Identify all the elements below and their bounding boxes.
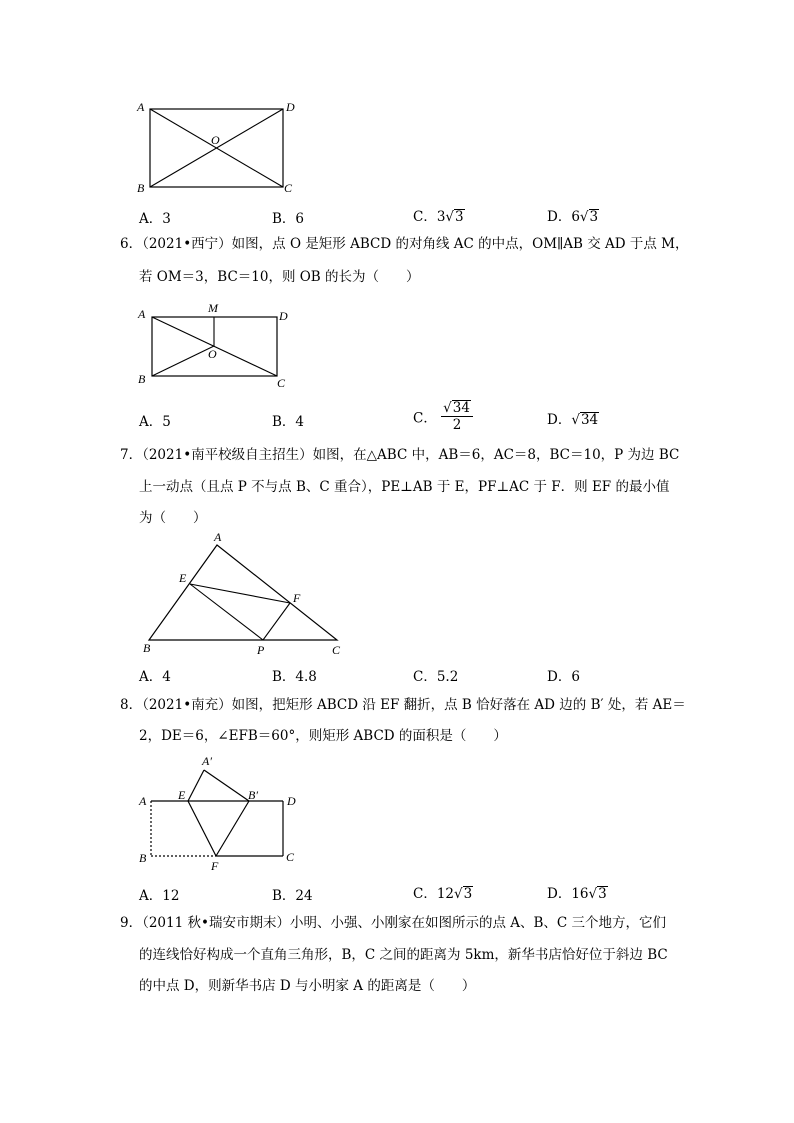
label-o: O bbox=[208, 347, 217, 361]
q7-option-c: C．5.2 bbox=[413, 669, 459, 685]
segment-ef bbox=[190, 584, 290, 603]
label-a: A bbox=[214, 530, 222, 544]
q8-option-d bbox=[547, 882, 608, 902]
label-a-prime: A′ bbox=[202, 754, 212, 768]
q5-option-d-text: D．6 bbox=[547, 209, 580, 225]
q7-line-3: 为（ ） bbox=[139, 510, 207, 526]
q6-option-a: A．5 bbox=[139, 414, 171, 430]
segment-bpf bbox=[216, 801, 249, 856]
q8-option-c bbox=[413, 882, 473, 902]
segment-pf bbox=[263, 603, 290, 640]
label-f: F bbox=[211, 859, 219, 873]
label-d: D bbox=[279, 309, 288, 323]
q8-option-b: B．24 bbox=[272, 888, 313, 904]
label-c: C bbox=[277, 376, 286, 390]
label-m: M bbox=[208, 301, 218, 315]
q7-option-d: D．6 bbox=[547, 669, 580, 685]
sqrt-sign: √ bbox=[445, 209, 455, 225]
q9-line-2: 的连线恰好构成一个直角三角形，B，C 之间的距离为 5km，新华书店恰好位于斜边 BC bbox=[139, 947, 668, 963]
label-o: O bbox=[211, 133, 220, 147]
q8-option-c-text: C．12 bbox=[413, 886, 455, 902]
label-b-prime: B′ bbox=[248, 788, 258, 802]
label-a: A bbox=[137, 100, 145, 114]
sqrt-sign: √ bbox=[579, 209, 589, 225]
sqrt-sign: √ bbox=[571, 412, 580, 428]
label-d: D bbox=[287, 794, 296, 808]
q8-line-2: 2，DE＝6，∠EFB＝60°，则矩形 ABCD 的面积是（ ） bbox=[139, 728, 507, 744]
q8-option-d-text: D．16 bbox=[547, 886, 589, 902]
q6-option-c-radicand: 34 bbox=[452, 400, 470, 416]
label-d: D bbox=[286, 100, 295, 114]
q5-option-b: B．6 bbox=[272, 211, 305, 227]
fraction-denominator: 2 bbox=[452, 417, 462, 433]
figure-rectangle-diagonals bbox=[132, 96, 302, 200]
label-c: C bbox=[284, 181, 293, 195]
label-f: F bbox=[293, 591, 301, 605]
label-b: B bbox=[143, 641, 151, 655]
q6-option-c-fraction bbox=[441, 400, 473, 433]
q8-option-c-radicand: 3 bbox=[463, 886, 473, 902]
figure-triangle-abc bbox=[132, 530, 352, 660]
label-p: P bbox=[257, 643, 265, 657]
q6-option-b: B．4 bbox=[272, 414, 305, 430]
label-b: B bbox=[138, 372, 146, 386]
label-a: A bbox=[138, 307, 146, 321]
q7-option-a: A．4 bbox=[139, 669, 171, 685]
q8-option-a: A．12 bbox=[139, 888, 180, 904]
segment-eap bbox=[188, 770, 204, 801]
q6-option-d-radicand: 34 bbox=[580, 412, 599, 428]
q6-option-d-text: D． bbox=[547, 412, 572, 428]
q6-line-1: 6．（2021•西宁）如图，点 O 是矩形 ABCD 的对角线 AC 的中点，OM∥AB 交 AD 于点 M， bbox=[120, 236, 689, 252]
q7-line-1: 7．（2021•南平校级自主招生）如图，在△ABC 中，AB＝6，AC＝8，BC＝10，P 为边 BC bbox=[120, 447, 680, 463]
label-b: B bbox=[139, 851, 147, 865]
q5-option-c-text: C．3 bbox=[413, 209, 446, 225]
q5-option-a: A．3 bbox=[139, 211, 171, 227]
q5-option-d bbox=[547, 205, 599, 225]
q5-option-c-radicand: 3 bbox=[455, 209, 464, 225]
q9-line-1: 9．（2011 秋•瑞安市期末）小明、小强、小刚家在如图所示的点 A、B、C 三个地方，它们 bbox=[120, 915, 667, 931]
q6-option-c bbox=[413, 400, 473, 433]
label-c: C bbox=[332, 643, 341, 657]
label-c: C bbox=[286, 850, 295, 864]
sqrt-sign: √ bbox=[588, 886, 598, 902]
q9-line-3: 的中点 D，则新华书店 D 与小明家 A 的距离是（ ） bbox=[139, 978, 476, 994]
figure-rectangle-midpoint bbox=[132, 300, 302, 392]
label-b: B bbox=[137, 181, 145, 195]
q5-option-c bbox=[413, 205, 465, 225]
label-e: E bbox=[179, 571, 187, 585]
q5-option-d-radicand: 3 bbox=[589, 209, 599, 225]
label-a: A bbox=[139, 794, 147, 808]
label-e: E bbox=[178, 788, 186, 802]
figure-folded-rectangle bbox=[132, 750, 312, 875]
segment-ef bbox=[188, 801, 216, 856]
segment-apbp bbox=[204, 770, 249, 801]
q8-option-d-radicand: 3 bbox=[598, 886, 607, 902]
sqrt-sign: √ bbox=[454, 886, 463, 902]
q8-line-1: 8．（2021•南充）如图，把矩形 ABCD 沿 EF 翻折，点 B 恰好落在 AD 边的 B′ 处，若 AE＝ bbox=[120, 697, 686, 713]
q6-option-d bbox=[547, 408, 599, 428]
fraction-numerator: √34 bbox=[441, 400, 473, 417]
q7-line-2: 上一动点（且点 P 不与点 B、C 重合），PE⊥AB 于 E，PF⊥AC 于 F．则 EF 的最小值 bbox=[139, 479, 670, 495]
q7-option-b: B．4.8 bbox=[272, 669, 317, 685]
segment-bo bbox=[152, 346, 214, 376]
q6-option-c-text: C． bbox=[413, 410, 437, 427]
q6-line-2: 若 OM＝3，BC＝10，则 OB 的长为（ ） bbox=[139, 269, 420, 285]
triangle-abc bbox=[149, 545, 337, 640]
segment-ep bbox=[190, 584, 263, 640]
